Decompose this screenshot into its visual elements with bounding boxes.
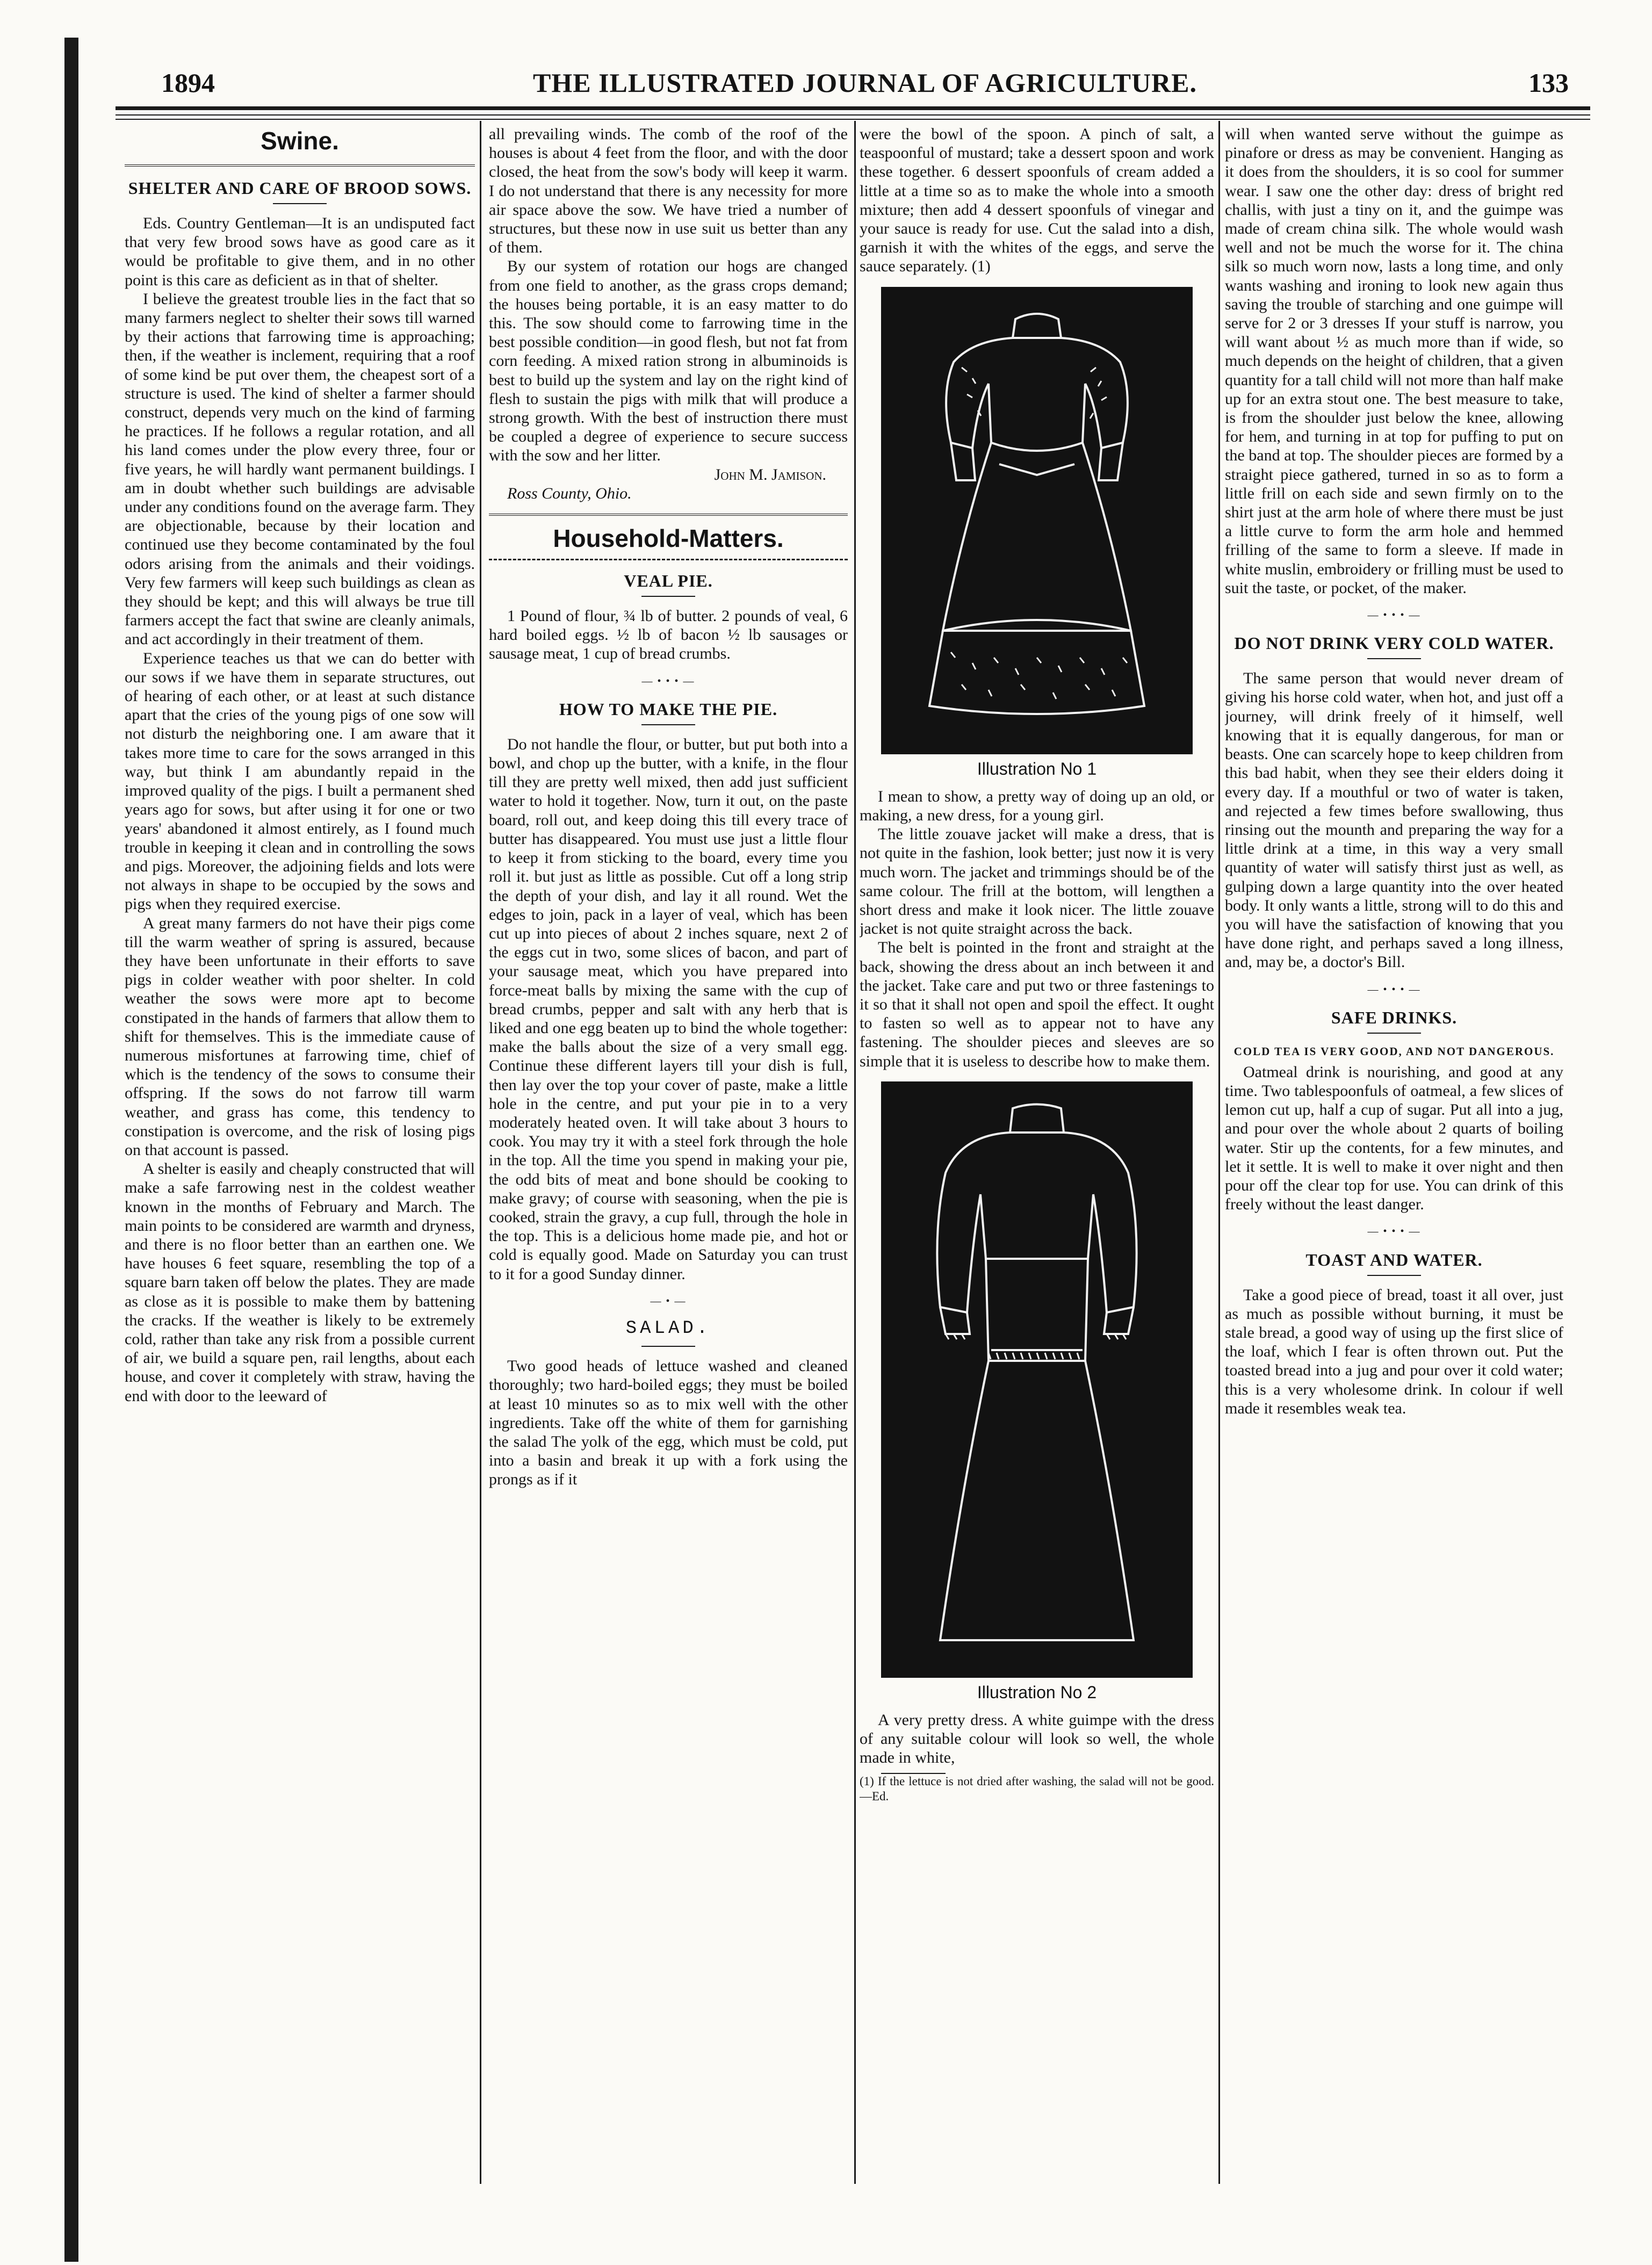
article-paragraph: I mean to show, a pretty way of doing up an old, or making, a new dress, for a young girl.: [860, 787, 1214, 825]
article-title: SHELTER AND CARE OF BROOD SOWS.: [128, 178, 472, 198]
section-heading-wrap: [489, 514, 848, 553]
column-1: [125, 125, 475, 2198]
title-rule: [641, 596, 695, 597]
article-paragraph: were the bowl of the spoon. A pinch of salt, a teaspoonful of mustard; take a dessert spoon and work these together. 6 dessert spoonfuls of cream added a little at a time so as to make the whole into a smooth mixture; then add 4 dessert spoonfuls of vinegar and your sauce is ready for use. Cut the salad into a dish, garnish it with the whites of the eggs, and serve the sauce separately. (1): [860, 125, 1214, 276]
article-paragraph: Experience teaches us that we can do better with our sows if we have them in separate structures, out of hearing of each other, or at least at such distance apart that the cries of the young pigs of one sow will not disturb the neighboring one. I am aware that it takes more time to care for the sows arranged in this way, but think I am abundantly repaid in the improved quality of the pigs. I built a permanent shed years ago for sows, but after using it for one or two years' abandoned it almost entirely, as I found much trouble in keeping it clean and in controlling the sows and pigs. Moreover, the adjoining fields and lots were not always in shape to be occupied by the sows and pigs when they required exercise.: [125, 649, 475, 913]
article-title: DO NOT DRINK VERY COLD WATER.: [1234, 633, 1554, 653]
title-rule: [273, 203, 327, 204]
article-paragraph: By our system of rotation our hogs are changed from one field to another, as the grass crops demand; the houses being portable, it is an easy matter to do this. The sow should come to farrowing time in the best possible condition—in good flesh, but not fat from corn feeding. A mixed ration strong in albuminoids is best to build up the system and lay on the right kind of flesh to sustain the pigs with milk that will produce a strong growth. With the best of instruction there must be coupled a degree of experience to secure success with the sow and her litter.: [489, 257, 848, 465]
footnote: (1) If the lettuce is not dried after washing, the salad will not be good.—Ed.: [860, 1774, 1214, 1803]
article-subtitle: COLD TEA IS VERY GOOD, AND NOT DANGEROUS.: [1233, 1044, 1555, 1058]
article-title: TOAST AND WATER.: [1305, 1250, 1483, 1269]
article-paragraph: The belt is pointed in the front and straight at the back, showing the dress about an inch between it and the jacket. Take care and put two or three fastenings to it so that it shall not open and spoil the effect. It ought to fasten so well as to appear not to have any fastening. The shoulder pieces and sleeves are so simple that it is useless to describe how to make them.: [860, 939, 1214, 1070]
binding-edge-bar: [64, 38, 78, 2262]
column-2: [489, 125, 848, 2198]
column-divider: [480, 121, 481, 2184]
illustration-caption: Illustration No 1: [977, 759, 1097, 778]
recipe-method: Two good heads of lettuce washed and cleaned thoroughly; two hard-boiled eggs; they must be boiled at least 10 minutes so as to mix well with the other ingredients. Take off the white of them for garnishing the salad The yolk of the egg, which must be cold, put into a basin and break it up with a fork using the prongs as if it: [489, 1357, 848, 1489]
ornament-divider: — • • • —: [1367, 609, 1421, 622]
title-rule: [1367, 1275, 1421, 1276]
article-title: SAFE DRINKS.: [1331, 1007, 1458, 1027]
journal-title: THE ILLUSTRATED JOURNAL OF AGRICULTURE.: [532, 68, 1197, 98]
article-paragraph: The same person that would never dream of giving his horse cold water, when hot, and just off a journey, will drink freely of it himself, well knowing that it is equally dangerous, for man or beasts. One can scarcely hope to keep children from this bad habit, when they see their elders doing it every day. If a mouthful or two of water is taken, and rejected a few times before swallowing, thus rinsing out the mounth and preparing the way for a little drink at a time, in this way a very small quantity of water will satisfy thirst just as well, as gulping down a large quantity into the over heated body. It only wants a little, strong will to do this and you will have the satisfaction of knowing that you have done right, and perhaps saved a long illness, and, may be, a doctor's Bill.: [1225, 669, 1563, 971]
title-rule: [1367, 1033, 1421, 1034]
section-rule: [489, 559, 848, 560]
article-paragraph: I believe the greatest trouble lies in the fact that so many farmers neglect to shelter their sows till warned by their actions that farrowing time is approaching; then, if the weather is inclement, requiring that a roof of some kind be put over them, the cheapest sort of a structure is used. The kind of shelter a farmer should construct, depends very much on the kind of farming he practices. If he follows a regular rotation, and all his land comes under the plow every three, four or five years, he will hardly want permanent buildings. I am in doubt whether such buildings are advisable under any conditions found on the average farm. They are objectionable, because by their location and continued use they become contaminated by the foul odors arising from the animals and their voidings. Very few farmers will keep such buildings as clean as they should be kept; and this will always be true till farmers accept the fact that swine are cleanly animals, and act accordingly in their treatment of them.: [125, 290, 475, 648]
ornament-divider: — • • • —: [641, 675, 695, 687]
section-heading-swine: Swine.: [261, 127, 339, 155]
column-3: [860, 125, 1214, 2198]
illustration-1: [881, 287, 1193, 754]
page-number: 133: [1528, 68, 1569, 98]
page-header: [161, 67, 1569, 105]
column-divider: [1218, 121, 1220, 2184]
section-heading-wrap: [125, 126, 475, 167]
header-rule: [116, 106, 1590, 110]
recipe-title: HOW TO MAKE THE PIE.: [559, 699, 778, 719]
article-paragraph: A shelter is easily and cheaply constructed that will make a safe farrowing nest in the coldest weather known in the months of February and March. The main points to be considered are warmth and dryness, and there is no floor better than an earthen one. We have houses 6 feet square, resembling the top of a square barn taken off below the plates. They are made as close as it is possible to make them by battening the cracks. If the weather is likely to be extremely cold, rather than take any risk from a possible current of air, we build a square pen, rail lengths, about each house, and cover it completely with straw, having the end with door to the leeward of: [125, 1160, 475, 1405]
article-paragraph: Take a good piece of bread, toast it all over, just as much as possible without burning, it must be stale bread, a good way of using up the first slice of the loaf, which I fear is often thrown out. Put the toasted bread into a jug and pour over it cold water; this is a very wholesome drink. In colour if well made it resembles weak tea.: [1225, 1286, 1563, 1417]
article-paragraph: A great many farmers do not have their pigs come till the warm weather of spring is assured, because they have been unfortunate in their efforts to save pigs in colder weather with poor shelter. In cold weather the sows were more apt to become constipated in the hands of farmers that allow them to shift for themselves. This is the immediate cause of numerous misfortunes at farrowing time, chief of which is the tendency of the sows to consume their offspring. If the sows do not farrow till warm weather, and grass has come, this tendency to constipation is overcome, and the risk of losing pigs on that account is passed.: [125, 914, 475, 1159]
header-rule-thin-2: [116, 119, 1590, 120]
illustration-caption: Illustration No 2: [977, 1682, 1097, 1702]
header-year: 1894: [161, 68, 215, 98]
author-place: Ross County, Ohio.: [507, 484, 632, 502]
column-4: [1225, 125, 1563, 2198]
article-paragraph: will when wanted serve without the guimpe as pinafore or dress as may be convenient. Hanging as it does from the shoulders, it is so cool for summer wear. I saw one the other day: dress of bright red challis, with just a tiny on it, and the guimpe was made of cream china silk. The whole would wash well and not be much the worse for it. The china silk so much worn now, lasts a long time, and only wants washing and ironing to look new again thus saving the trouble of starching and one guimpe will serve for 2 or 3 dresses If your stuff is narrow, you will want about ½ as much more than if wide, so much depends on the height of children, that a given quantity for a tall child will not more than half make up for an extra stout one. The best measure to take, is from the shoulder just below the knee, allowing for hem, and turning in at top for puffing to put on the band at top. The shoulder pieces are formed by a straight piece gathered, turned in so as to form a little frill on each side and sewn firmly on to the shirt just at the arm hole of where there must be just a little curve to form the arm hole and hemmed frilling of the same to form a sleeve. If made in white muslin, embroidery or frilling must be used to suit the taste, or pocket, of the maker.: [1225, 125, 1563, 597]
recipe-ingredients: 1 Pound of flour, ¾ lb of butter. 2 pounds of veal, 6 hard boiled eggs. ½ lb of bacon ½ lb sausages or sausage meat, 1 cup of bread crumbs.: [489, 607, 848, 663]
article-paragraph: A very pretty dress. A white guimpe with the dress of any suitable colour will look so well, the whole made in white,: [860, 1711, 1214, 1767]
dress-jacket-illustration: [881, 287, 1193, 754]
title-rule: [641, 724, 695, 725]
column-divider: [854, 121, 856, 2184]
recipe-title: SALAD.: [625, 1318, 711, 1339]
section-heading-household: Household-Matters.: [553, 524, 784, 553]
title-rule: [1367, 658, 1421, 659]
article-paragraph: Eds. Country Gentleman—It is an undisputed fact that very few brood sows have as good care as it would be profitable to give them, and in no other point is this care as deficient as in that of shelter.: [125, 214, 475, 289]
illustration-2: [881, 1081, 1193, 1678]
ornament-divider: — • • • —: [1367, 1225, 1421, 1238]
header-rule-thin: [116, 114, 1590, 116]
article-paragraph: all prevailing winds. The comb of the roof of the houses is about 4 feet from the floor, and with the door closed, the heat from the sow's body will keep it warm. I do not understand that there is any necessity for more air space above the sow. We have tried a number of structures, but these now in use suit us better than any of them.: [489, 125, 848, 257]
recipe-method: Do not handle the flour, or butter, but put both into a bowl, and chop up the butter, with a knife, in the flour till they are pretty well mixed, then add just sufficient water to hold it together. Now, turn it out, on the paste board, roll out, and keep doing this till every trace of butter has disappeared. You must use just a little flour to keep it from sticking to the board, every time you roll it. but just as little as possible. Cut off a long strip the depth of your dish, and lay it all round. Wet the edges to join, pack in a layer of veal, which has been cut up into pieces of about 2 inches square, next 2 of the eggs cut in two, some slices of bacon, and part of your sausage meat, which you have prepared into force-meat balls by mixing the same with the cup of bread crumbs, pepper and salt with any herb that is liked and one egg beaten up to bind the whole together: make the balls about the size of a very small egg. Continue these different layers till your dish is full, then lay over the top your cover of paste, make a little hole in the centre, and put your pie in to a very moderately heated oven. It will take about 3 hours to cook. You may try it with a steel fork through the hole in the top. All the time you spend in making your pie, the odd bits of meat and bone should be cooking to make gravy; of course with seasoning, when the pie is cooked, strain the gravy, a cup full, through the hole in the top. This is a delicious home made pie, and hot or cold is equally good. Made on Saturday you can trust to it for a good Sunday dinner.: [489, 735, 848, 1283]
title-rule: [641, 1346, 695, 1347]
ornament-divider: — • • • —: [1367, 983, 1421, 996]
article-paragraph: Oatmeal drink is nourishing, and good at any time. Two tablespoonfuls of oatmeal, a few slices of lemon cut up, half a cup of sugar. Put all into a jug, and pour over the whole about 2 quarts of boiling water. Stir up the contents, for a few minutes, and let it settle. It is well to make it over night and then pour off the clear top for use. You can drink of this freely without the least danger.: [1225, 1063, 1563, 1214]
article-paragraph: The little zouave jacket will make a dress, that is not quite in the fashion, look better; just now it is very much worn. The jacket and trimmings should be of the same colour. The frill at the bottom, will lengthen a short dress and make it look nicer. The little zouave jacket is not quite straight across the back.: [860, 825, 1214, 938]
author-signature: John M. Jamison.: [714, 465, 826, 484]
recipe-title: VEAL PIE.: [624, 571, 713, 591]
guimpe-dress-illustration: [881, 1081, 1193, 1678]
ornament-divider: — • —: [650, 1295, 687, 1307]
